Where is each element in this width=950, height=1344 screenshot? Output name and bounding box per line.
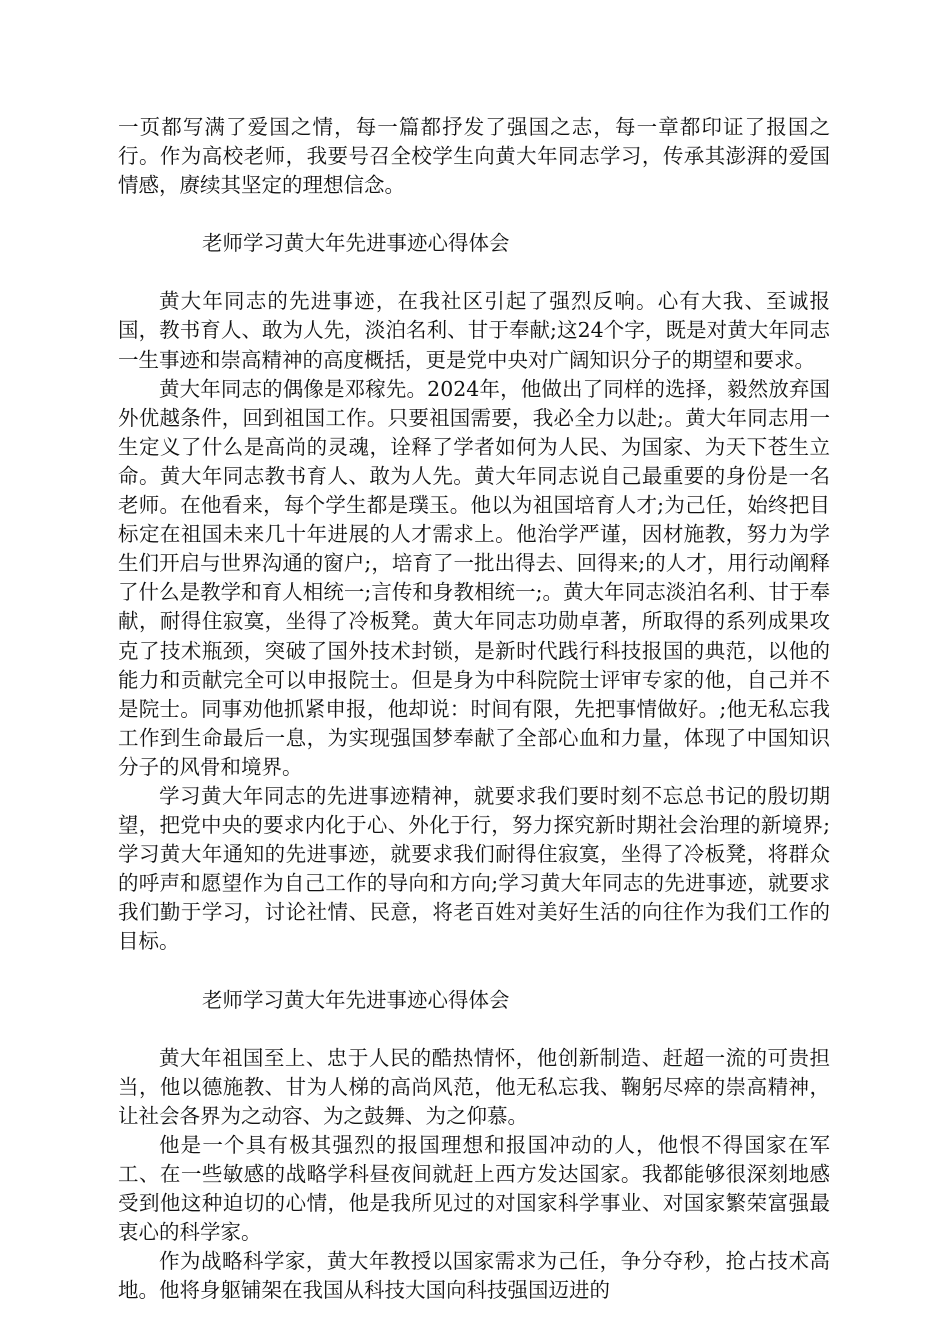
body-paragraph: 黄大年同志的偶像是邓稼先。2024年，他做出了同样的选择，毅然放弃国外优越条件，回到祖国工作。只要祖国需要，我必全力以赴;。黄大年同志用一生定义了什么是高尚的灵魂，诠释了学者如何为人民、为国家、为天下苍生立命。黄大年同志教书育人、敢为人先。黄大年同志说自己最重要的身份是一名老师。在他看来，每个学生都是璞玉。他以为祖国培育人才;为己任，始终把目标定在祖国未来几十年进展的人才需求上。他治学严谨，因材施教，努力为学生们开启与世界沟通的窗户;，培育了一批出得去、回得来;的人才，用行动阐释了什么是教学和育人相统一;言传和身教相统一;。黄大年同志淡泊名利、甘于奉献，耐得住寂寞，坐得了冷板凳。黄大年同志功勋卓著，所取得的系列成果攻克了技术瓶颈，突破了国外技术封锁，是新时代践行科技报国的典范，以他的能力和贡献完全可以申报院士。但是身为中科院院士评审专家的他，自己并不是院士。同事劝他抓紧申报，他却说：时间有限，先把事情做好。;他无私忘我工作到生命最后一息，为实现强国梦奉献了全部心血和力量，体现了中国知识分子的风骨和境界。 (118, 376, 830, 779)
section-heading: 老师学习黄大年先进事迹心得体会 (202, 231, 510, 256)
body-paragraph: 他是一个具有极其强烈的报国理想和报国冲动的人，他恨不得国家在军工、在一些敏感的战略学科昼夜间就赶上西方发达国家。我都能够很深刻地感受到他这种迫切的心情，他是我所见过的对国家科学事业、对国家繁荣富强最衷心的科学家。 (118, 1132, 830, 1245)
body-paragraph: 一页都写满了爱国之情，每一篇都抒发了强国之志，每一章都印证了报国之行。作为高校老师，我要号召全校学生向黄大年同志学习，传承其澎湃的爱国情感，赓续其坚定的理想信念。 (118, 115, 830, 198)
body-paragraph: 作为战略科学家，黄大年教授以国家需求为己任，争分夺秒，抢占技术高地。他将身躯铺架在我国从科技大国向科技强国迈进的 (118, 1249, 830, 1303)
paragraph-gap (118, 957, 830, 986)
paragraph-gap (118, 258, 830, 287)
document-body (118, 113, 830, 1305)
body-paragraph: 黄大年同志的先进事迹，在我社区引起了强烈反响。心有大我、至诚报国，教书育人、敢为人先，淡泊名利、甘于奉献;这24个字，既是对黄大年同志一生事迹和崇高精神的高度概括，更是党中央对广阔知识分子的期望和要求。 (118, 289, 830, 372)
paragraph-gap (118, 200, 830, 229)
body-paragraph: 黄大年祖国至上、忠于人民的酷热情怀，他创新制造、赶超一流的可贵担当，他以德施教、甘为人梯的高尚风范，他无私忘我、鞠躬尽瘁的崇高精神，让社会各界为之动容、为之鼓舞、为之仰慕。 (118, 1045, 830, 1128)
body-paragraph: 学习黄大年同志的先进事迹精神，就要求我们要时刻不忘总书记的殷切期望，把党中央的要求内化于心、外化于行，努力探究新时期社会治理的新境界;学习黄大年通知的先进事迹，就要求我们耐得住寂寞，坐得了冷板凳，将群众的呼声和愿望作为自己工作的导向和方向;学习黄大年同志的先进事迹，就要求我们勤于学习，讨论社情、民意，将老百姓对美好生活的向往作为我们工作的目标。 (118, 783, 830, 954)
section-heading: 老师学习黄大年先进事迹心得体会 (202, 987, 510, 1012)
paragraph-gap (118, 1015, 830, 1044)
